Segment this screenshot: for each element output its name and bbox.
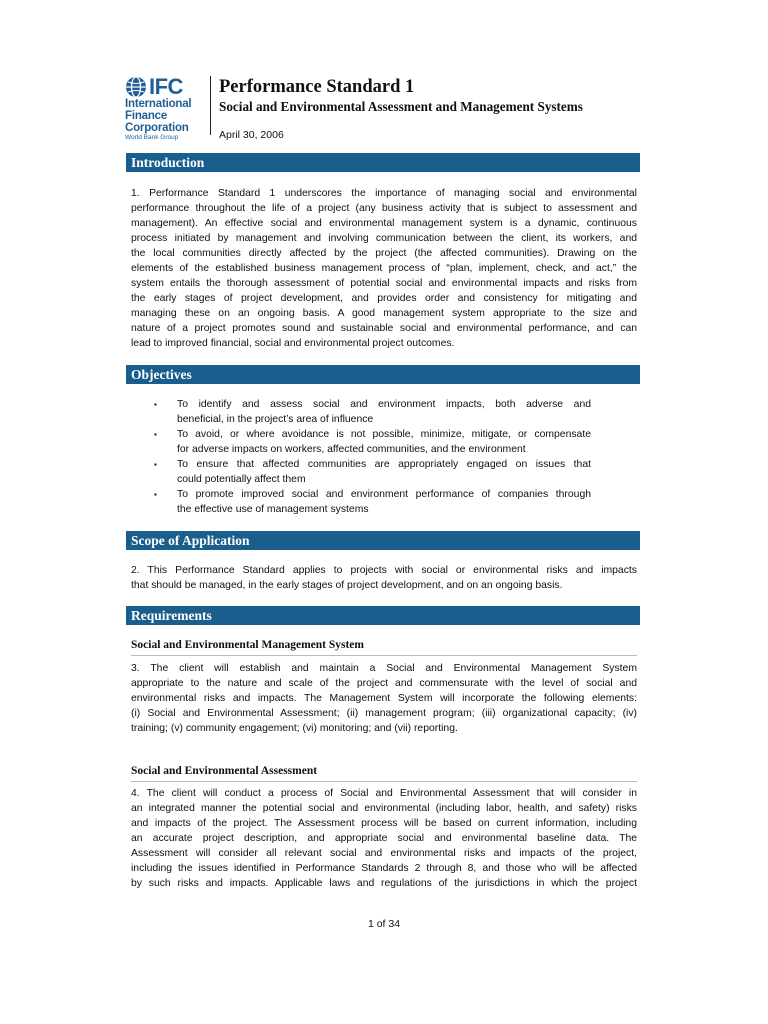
paragraph-line: training; (v) community engagement; (vi) monitoring; and (vii) reporting. [131,723,458,734]
paragraph-line: 4. The client will conduct a process of Social and Environmental Assessment that will consider in [131,788,637,799]
paragraph-line: Assessment will consider all relevant social and environmental risks and impacts of the project, [131,848,637,859]
page-number: 1 of 34 [367,918,401,930]
subheading-assessment: Social and Environmental Assessment [131,765,318,777]
paragraph-line: the early stages of project development, and provides order and consistency for mitigating and [131,293,637,304]
paragraph-line: process initiated by management and involving communication between the client, its workers, and [131,233,637,244]
logo-line-2: Finance [125,110,168,122]
paragraph-line: an accurate project description, and appropriate social and environmental baseline data. The [131,833,637,844]
logo-line-1: International [125,98,192,110]
paragraph-line: system entails the thorough assessment of potential social and environmental impacts and risks from [131,278,637,289]
paragraph-line: 2. This Performance Standard applies to projects with social or environmental risks and impacts [131,565,637,576]
list-item-line: To identify and assess social and environment impacts, both adverse and [177,399,591,410]
document-date: April 30, 2006 [219,129,284,141]
paragraph-line: 1. Performance Standard 1 underscores the importance of managing social and environmental [131,188,637,199]
paragraph-line: and impacts of the project. The Assessment process will be based on current information, including [131,818,637,829]
paragraph-line: managing these on an ongoing basis. A good management system appropriate to the size and [131,308,637,319]
document-title: Performance Standard 1 [219,77,415,97]
paragraph-line: (i) Social and Environmental Assessment; (ii) management program; (iii) organizational capacity; (iv) [131,708,637,719]
section-heading-scope: Scope of Application [126,531,640,550]
paragraph-line: that should be managed, in the early stages of project development, and on an ongoing basis. [131,580,563,591]
list-item-line: could potentially affect them [177,474,306,485]
globe-icon [125,76,147,98]
list-item-line: To avoid, or where avoidance is not possible, minimize, mitigate, or compensate [177,429,591,440]
paragraph-line: elements of the established business management process of “plan, implement, check, and act,” the [131,263,637,274]
paragraph-line: environmental risks and impacts. The Management System will incorporate the following elements: [131,693,637,704]
section-heading-requirements: Requirements [126,606,640,625]
paragraph-line: lead to improved financial, social and environmental project outcomes. [131,338,455,349]
paragraph-line: nature of a project promotes sound and sustainable social and environmental performance, and can [131,323,637,334]
logo-group-name: World Bank Group [125,134,179,141]
bullet-icon: ▪ [154,460,157,469]
paragraph-line: by such risks and impacts. Applicable laws and regulations of the jurisdictions in which the project [131,878,637,889]
paragraph-line: 3. The client will establish and maintain a Social and Environmental Management System [131,663,637,674]
paragraph-line: the local communities directly affected by the project (the affected communities). Drawing on the [131,248,637,259]
list-item-line: beneficial, in the project’s area of influence [177,414,374,425]
subheading-management-system: Social and Environmental Management System [131,639,364,651]
list-item-line: To ensure that affected communities are appropriately engaged on issues that [177,459,591,470]
list-item-line: the effective use of management systems [177,504,369,515]
bullet-icon: ▪ [154,400,157,409]
paragraph-line: an integrated manner the potential social and environmental (including labor, health, and safety) risks [131,803,637,814]
ifc-logo [125,74,203,141]
section-heading-objectives: Objectives [126,365,640,384]
paragraph-line: management). An effective social and environmental management system is a dynamic, continuous [131,218,637,229]
bullet-icon: ▪ [154,430,157,439]
subheading-rule [131,781,637,782]
paragraph-line: performance throughout the life of a project (any business activity that is subject to assessment and [131,203,637,214]
bullet-icon: ▪ [154,490,157,499]
header-divider [210,76,211,135]
list-item-line: To promote improved social and environment performance of companies through [177,489,591,500]
list-item-line: for adverse impacts on workers, affected communities, and the environment [177,444,526,455]
subheading-rule [131,655,637,656]
section-heading-introduction: Introduction [126,153,640,172]
paragraph-line: including the issues identified in Performance Standards 2 through 8, and those who will be affected [131,863,637,874]
logo-acronym: IFC [149,74,183,99]
document-subtitle: Social and Environmental Assessment and Management Systems [219,99,583,114]
logo-line-3: Corporation [125,122,189,134]
paragraph-line: appropriate to the nature and scale of the project and commensurate with the level of social and [131,678,637,689]
